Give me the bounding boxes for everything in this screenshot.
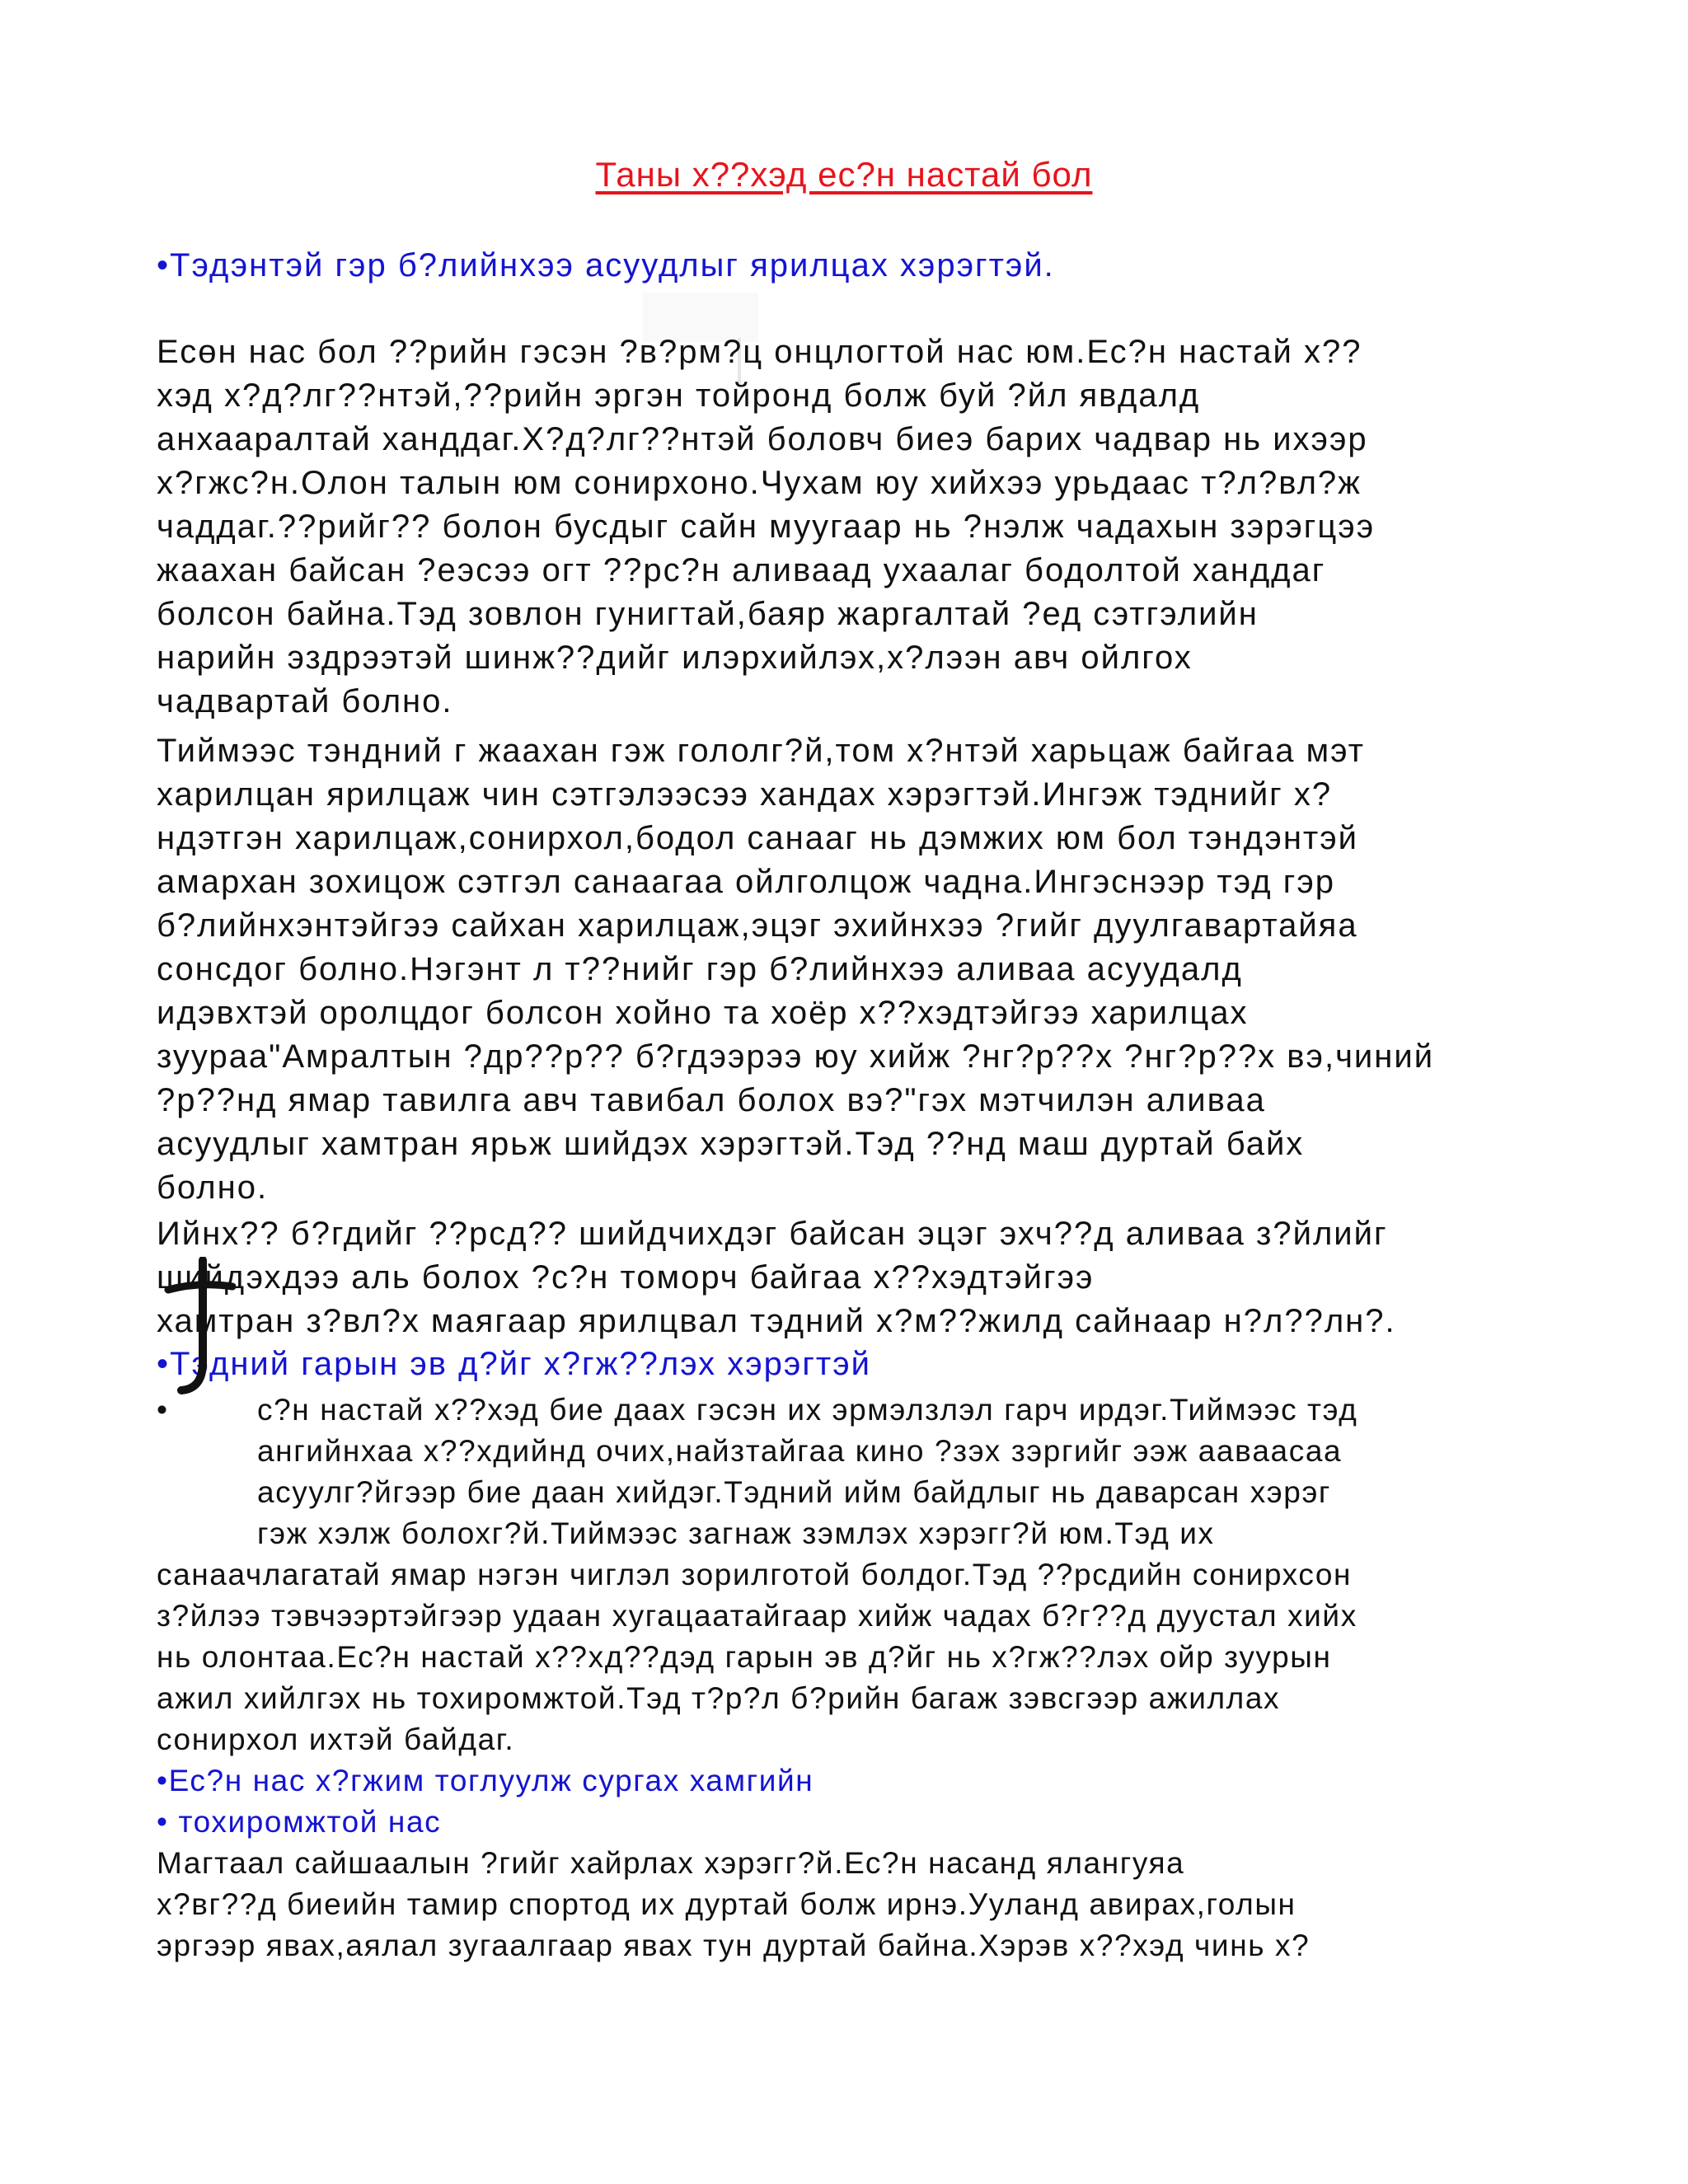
heading-text: Тэдний гарын эв д?йг х?гж??лэх хэрэгтэй	[170, 1346, 872, 1382]
text-line: ндэтгэн харилцаж,сонирхол,бодол санааг нь дэмжих юм бол тэндэнтэй	[157, 820, 1358, 856]
text-line: асуулг?йгээр бие даан хийдэг.Тэдний ийм байдлыг нь даварсан хэрэг	[257, 1475, 1332, 1509]
bullet-icon: •	[157, 1805, 169, 1839]
text-line: эргээр явах,аялал зугаалгаар явах тун дуртай байна.Хэрэв х??хэд чинь х?	[157, 1929, 1311, 1962]
heading-text: Ес?н нас х?гжим тоглуулж сургах хамгийн	[168, 1764, 814, 1797]
text-line: Магтаал сайшаалын ?гийг хайрлах хэрэгг?й.Ес?н насанд ялангуяа	[157, 1846, 1185, 1880]
text-line: б?лийнхэнтэйгээ сайхан харилцаж,эцэг эхийнхээ ?гийг дуулгавартайяа	[157, 907, 1358, 944]
heading-text: Тэдэнтэй гэр б?лийнхээ асуудлыг ярилцах хэрэгтэй.	[170, 247, 1055, 284]
text-line: хамтран з?вл?х маягаар ярилцвал тэдний х?м??жилд сайнаар н?л??лн?.	[157, 1303, 1396, 1339]
bullet-icon: •	[157, 1393, 169, 1427]
text-line: нарийн эздрээтэй шинж??дийг илэрхийлэх,х?лээн авч ойлгох	[157, 640, 1193, 676]
text-line: сонирхол ихтэй байдаг.	[157, 1722, 515, 1756]
text-line: идэвхтэй оролцдог болсон хойно та хоёр х??хэдтэйгээ харилцах	[157, 995, 1249, 1031]
text-line	[157, 1393, 169, 1427]
bullet-icon: •	[157, 247, 171, 284]
heading-hand-skills	[157, 1346, 871, 1383]
bullet-icon: •	[157, 1764, 169, 1797]
text-line: харилцан ярилцаж чин сэтгэлээсээ хандах хэрэгтэй.Ингэж тэднийг х?	[157, 776, 1333, 813]
text-line: з?йлээ тэвчээртэйгээр удаан хугацаатайгаар хийж чадах б?г??д дуустал хийх	[157, 1599, 1357, 1633]
document-title: Таны х??хэд ес?н настай бол	[595, 155, 1093, 194]
text-line: асуудлыг хамтран ярьж шийдэх хэрэгтэй.Тэд ??нд маш дуртай байх	[157, 1126, 1305, 1162]
text-line: амархан зохицож сэтгэл санаагаа ойлголцож чадна.Ингэснээр тэд гэр	[157, 864, 1335, 900]
bullet-icon: •	[157, 1346, 171, 1382]
text-line: болсон байна.Тэд зовлон гунигтай,баяр жаргалтай ?ед сэтгэлийн	[157, 596, 1259, 632]
text-line: Есөн нас бол ??рийн гэсэн ?в?рм?ц онцлогтой нас юм.Ес?н настай х??	[157, 334, 1362, 370]
text-line: жаахан байсан ?еэсээ огт ??рс?н аливаад ухаалаг бодолтой ханддаг	[157, 552, 1326, 588]
text-line: зуураа"Амралтын ?др??р?? б?гдээрээ юу хийж ?нг?р??х ?нг?р??х вэ,чиний	[157, 1038, 1435, 1075]
text-line: чаддаг.??рийг?? болон бусдыг сайн муугаар нь ?нэлж чадахын зэрэгцээ	[157, 509, 1376, 545]
text-line: болно.	[157, 1169, 269, 1206]
text-line: хэд х?д?лг??нтэй,??рийн эргэн тойронд болж буй ?йл явдалд	[157, 377, 1201, 414]
text-line: шийдэхдээ аль болох ?с?н томорч байгаа х??хэдтэйгээ	[157, 1259, 1095, 1296]
text-line: сонсдог болно.Нэгэнт л т??нийг гэр б?лийнхээ аливаа асуудалд	[157, 951, 1243, 987]
text-line: нь олонтаа.Ес?н настай х??хд??дэд гарын эв д?йг нь х?гж??лэх ойр зуурын	[157, 1640, 1332, 1674]
text-line: санаачлагатай ямар нэгэн чиглэл зорилготой болдог.Тэд ??рсдийн сонирхсон	[157, 1558, 1353, 1591]
heading-suitable-age	[157, 1805, 441, 1840]
text-line: ангийнхаа х??хдийнд очих,найзтайгаа кино ?зэх зэргийг ээж аавaасаа	[257, 1434, 1343, 1468]
text-line: ?р??нд ямар тавилга авч тавибал болох вэ?"гэх мэтчилэн аливаа	[157, 1082, 1266, 1118]
text-line: гэж хэлж болохг?й.Тиймээс загнаж зэмлэх хэрэгг?й юм.Тэд их	[257, 1516, 1215, 1550]
text-line: ажил хийлгэх нь тохиромжтой.Тэд т?р?л б?рийн багаж зэвсгээр ажиллах	[157, 1681, 1281, 1715]
text-line: х?гжс?н.Олон талын юм сонирхоно.Чухам юу хийхээ урьдаас т?л?вл?ж	[157, 465, 1362, 501]
text-line: х?вг??д биеийн тамир спортод их дуртай болж ирнэ.Ууланд авирах,голын	[157, 1887, 1296, 1921]
text-line: анхааралтай ханддаг.Х?д?лг??нтэй боловч биеэ барих чадвар нь ихээр	[157, 421, 1368, 457]
text-line: с?н настай х??хэд бие даах гэсэн их эрмэлзлэл гарч ирдэг.Тиймээс тэд	[257, 1393, 1358, 1427]
dagger-mark	[162, 1257, 236, 1397]
text-line: Ийнх?? б?гдийг ??рсд?? шийдчихдэг байсан эцэг эхч??д аливаа з?йлийг	[157, 1216, 1388, 1252]
heading-family-discussion	[157, 247, 1055, 284]
heading-text: тохиромжтой нас	[178, 1805, 442, 1839]
text-line: Тиймээс тэндний г жаахан гэж гололг?й,том х?нтэй харьцаж байгаа мэт	[157, 733, 1365, 769]
heading-music	[157, 1764, 814, 1798]
text-line: чадвартай болно.	[157, 683, 453, 719]
